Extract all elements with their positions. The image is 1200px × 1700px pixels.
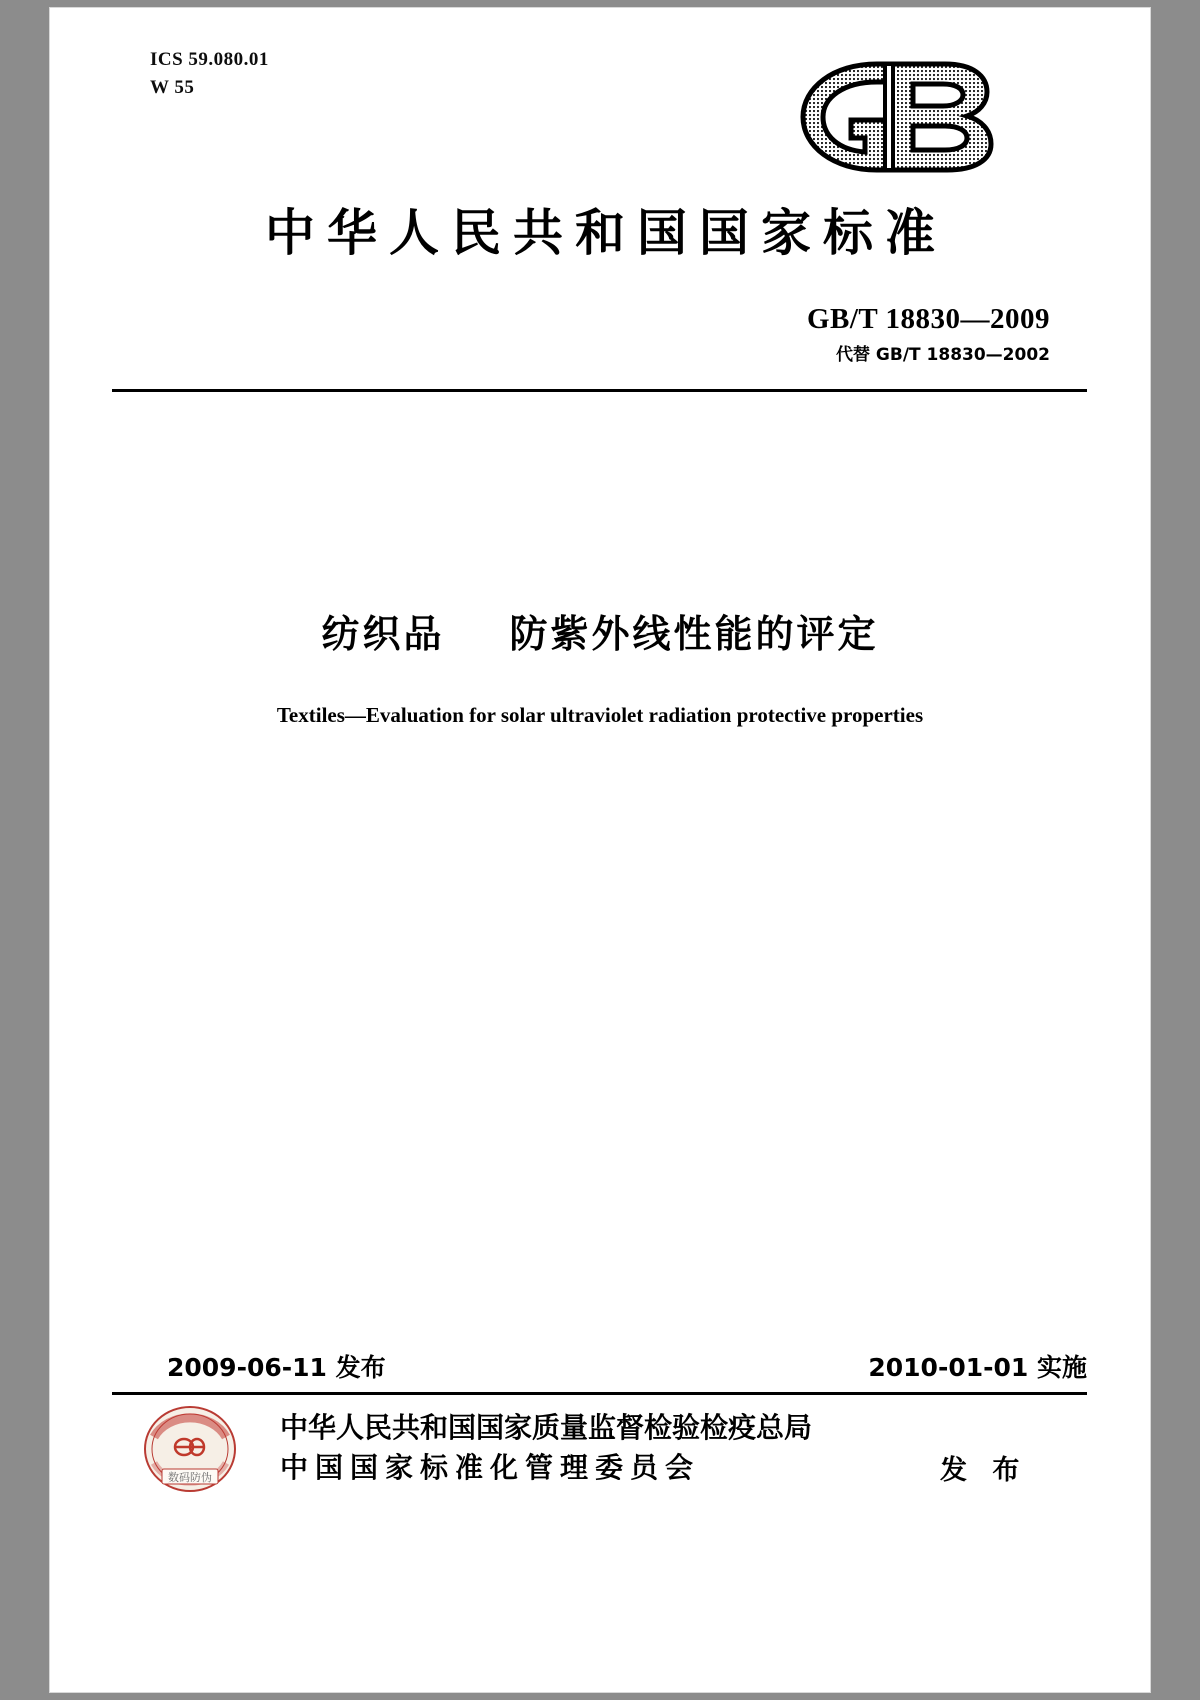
standard-replaces: 代替 GB/T 18830—2002: [835, 345, 1050, 365]
classification-code: W 55: [150, 77, 195, 98]
publisher-block: [280, 1408, 920, 1488]
gb-logo: [785, 58, 1005, 176]
svg-text:数码防伪: 数码防伪: [168, 1471, 212, 1484]
issue-date: 2009-06-11 发布: [167, 1353, 386, 1382]
date-row: [112, 1348, 1087, 1382]
publisher-name-secondary: 中国国家标准化管理委员会: [280, 1451, 701, 1484]
standard-number: GB/T 18830—2009: [806, 303, 1050, 335]
anti-counterfeit-seal-icon: [142, 1401, 238, 1497]
divider-bottom: [112, 1392, 1087, 1395]
document-title-chinese: 纺织品 防紫外线性能的评定: [321, 612, 879, 656]
page-title: 中华人民共和国国家标准: [265, 204, 947, 262]
ics-code: ICS 59.080.01: [150, 49, 269, 70]
standard-cover-page: [50, 8, 1150, 1692]
divider-top: [112, 389, 1087, 392]
publisher-name-primary: 中华人民共和国国家质量监督检验检疫总局: [280, 1411, 813, 1444]
ics-header: [150, 46, 269, 102]
implementation-date: 2010-01-01 实施: [868, 1353, 1087, 1382]
document-title-english: Textiles—Evaluation for solar ultraviolet radiation protective properties: [276, 703, 924, 727]
publisher-action-label: 发 布: [940, 1455, 1028, 1486]
